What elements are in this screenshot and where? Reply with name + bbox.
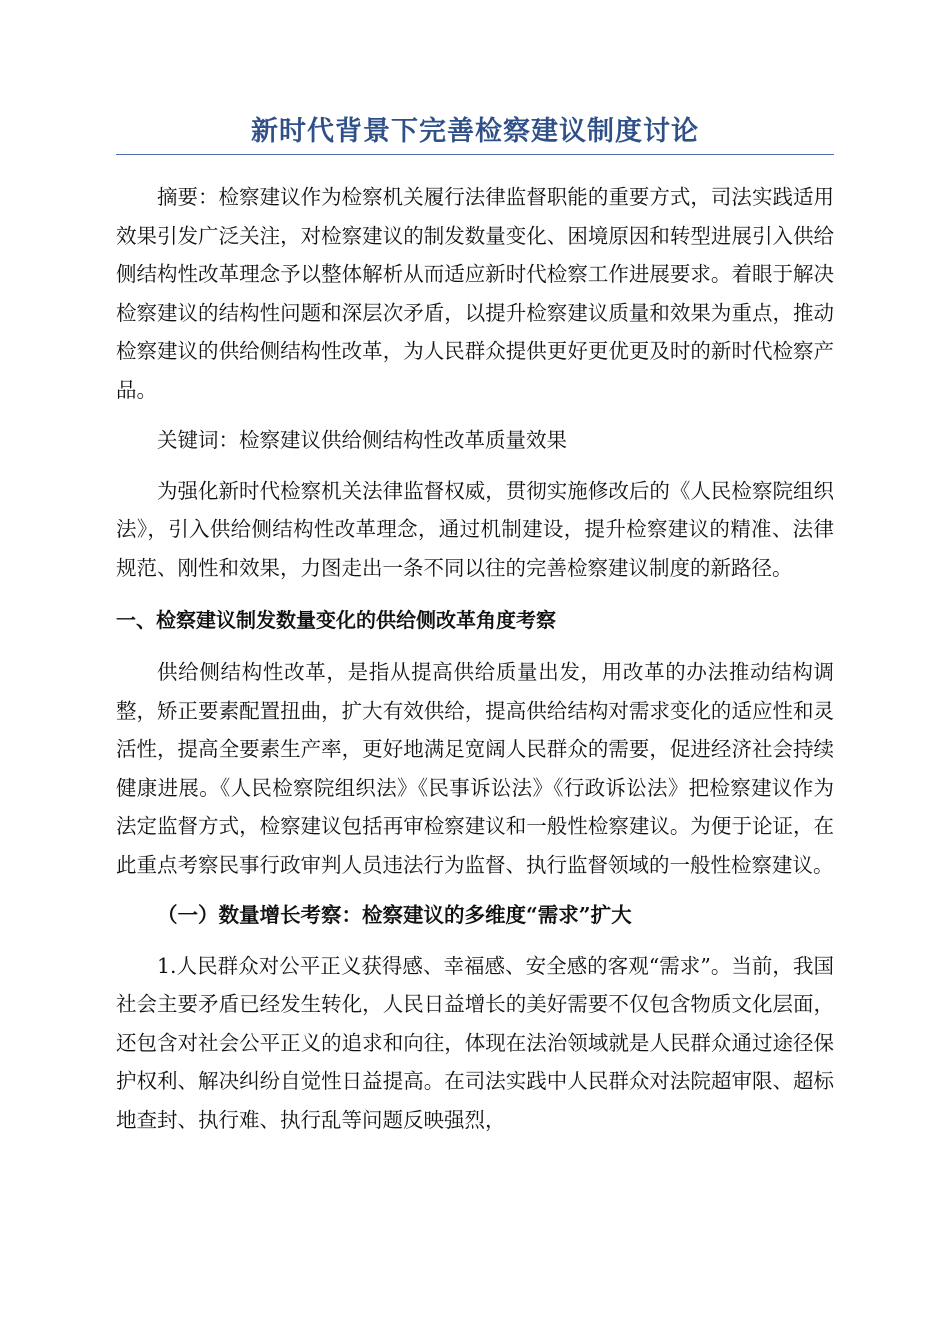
keywords-paragraph: 关键词：检察建议供给侧结构性改革质量效果 [157,428,567,452]
section-1-heading: 一、检察建议制发数量变化的供给侧改革角度考察 [116,608,556,632]
intro-paragraph: 为强化新时代检察机关法律监督权威，贯彻实施修改后的《人民检察院组织法》，引入供给侧结构性改革理念，通过机制建设，提升检察建议的精准、法律规范、刚性和效果，力图走出一条不同以往的完善检察建议制度的新路径。 [116,478,834,580]
section-1-paragraph: 供给侧结构性改革，是指从提高供给质量出发，用改革的办法推动结构调整，矫正要素配置扭曲，扩大有效供给，提高供给结构对需求变化的适应性和灵活性，提高全要素生产率，更好地满足宽阔人民群众的需要，促进经济社会持续健康进展。《人民检察院组织法》《民事诉讼法》《行政诉讼法》把检察建议作为法定监督方式，检察建议包括再审检察建议和一般性检察建议。为便于论证，在此重点考察民事行政审判人员违法行为监督、执行监督领域的一般性检察建议。 [116,660,834,877]
section-1-subheading: （一）数量增长考察：检察建议的多维度“需求”扩大 [157,903,632,927]
document-page [116,112,834,1139]
document-title: 新时代背景下完善检察建议制度讨论 [116,112,834,155]
section-1-item-1-paragraph: 1.人民群众对公平正义获得感、幸福感、安全感的客观“需求”。当前，我国社会主要矛盾已经发生转化，人民日益增长的美好需要不仅包含物质文化层面，还包含对社会公平正义的追求和向往，体现在法治领域就是人民群众通过途径保护权利、解决纠纷自觉性日益提高。在司法实践中人民群众对法院超审限、超标地查封、执行难、执行乱等问题反映强烈， [116,953,834,1132]
abstract-paragraph: 摘要：检察建议作为检察机关履行法律监督职能的重要方式，司法实践适用效果引发广泛关注，对检察建议的制发数量变化、困境原因和转型进展引入供给侧结构性改革理念予以整体解析从而适应新时代检察工作进展要求。着眼于解决检察建议的结构性问题和深层次矛盾，以提升检察建议质量和效果为重点，推动检察建议的供给侧结构性改革，为人民群众提供更好更优更及时的新时代检察产品。 [116,185,834,402]
